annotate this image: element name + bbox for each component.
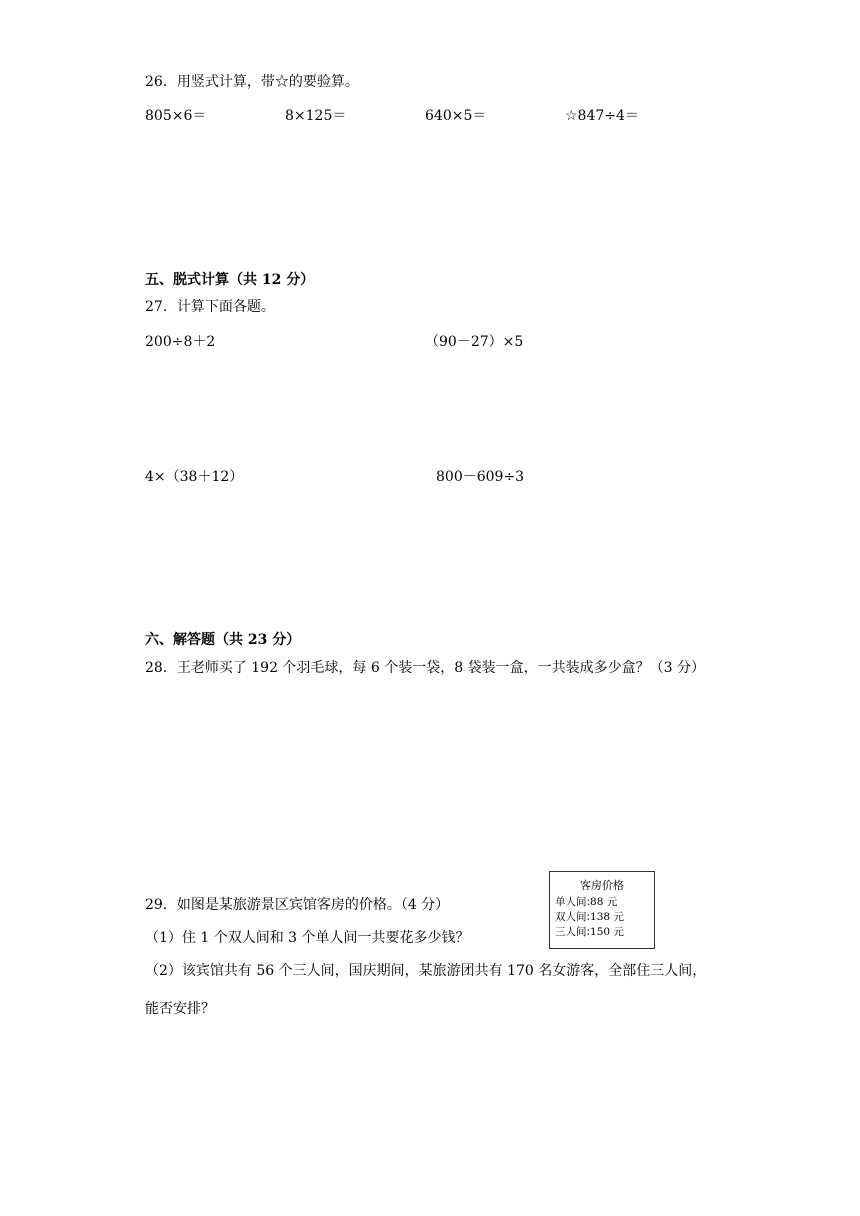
q26-title: 26．用竖式计算，带☆的要验算。 — [145, 74, 359, 90]
price-row-label: 三人间: — [555, 926, 591, 938]
room-price-table — [549, 871, 655, 949]
q27-problem-1: 200÷8＋2 — [145, 334, 216, 350]
q29-part2-line2: 能否安排？ — [145, 1001, 215, 1017]
price-row-triple — [555, 924, 624, 939]
q26-problem-2: 8×125＝ — [285, 108, 347, 124]
q26-problem-1: 805×6＝ — [145, 108, 207, 124]
q27-problem-3: 4×（38＋12） — [145, 469, 244, 485]
price-row-single — [555, 894, 617, 909]
q27-problem-4: 800－609÷3 — [436, 469, 525, 485]
price-row-value: 88 元 — [590, 896, 618, 908]
q27-title: 27．计算下面各题。 — [145, 299, 275, 315]
q27-problem-2: （90－27）×5 — [425, 334, 524, 350]
q26-problem-4: ☆847÷4＝ — [565, 108, 639, 124]
q26-problem-3: 640×5＝ — [425, 108, 487, 124]
q28-text: 28．王老师买了 192 个羽毛球，每 6 个装一袋，8 袋装一盒，一共装成多少盒？（3 分） — [145, 660, 705, 676]
price-row-label: 双人间: — [555, 911, 591, 923]
price-row-value: 138 元 — [590, 911, 624, 923]
section5-heading: 五、脱式计算（共 12 分） — [145, 272, 315, 288]
section6-heading: 六、解答题（共 23 分） — [145, 632, 301, 648]
price-table-title: 客房价格 — [580, 879, 624, 892]
q29-title: 29．如图是某旅游景区宾馆客房的价格。（4 分） — [145, 897, 450, 913]
price-row-label: 单人间: — [555, 896, 591, 908]
price-row-double — [555, 909, 624, 924]
price-row-value: 150 元 — [590, 926, 624, 938]
q29-part2-line1: （2）该宾馆共有 56 个三人间，国庆期间，某旅游团共有 170 名女游客，全部住三人间， — [145, 963, 707, 979]
q29-part1: （1）住 1 个双人间和 3 个单人间一共要花多少钱？ — [145, 930, 470, 946]
